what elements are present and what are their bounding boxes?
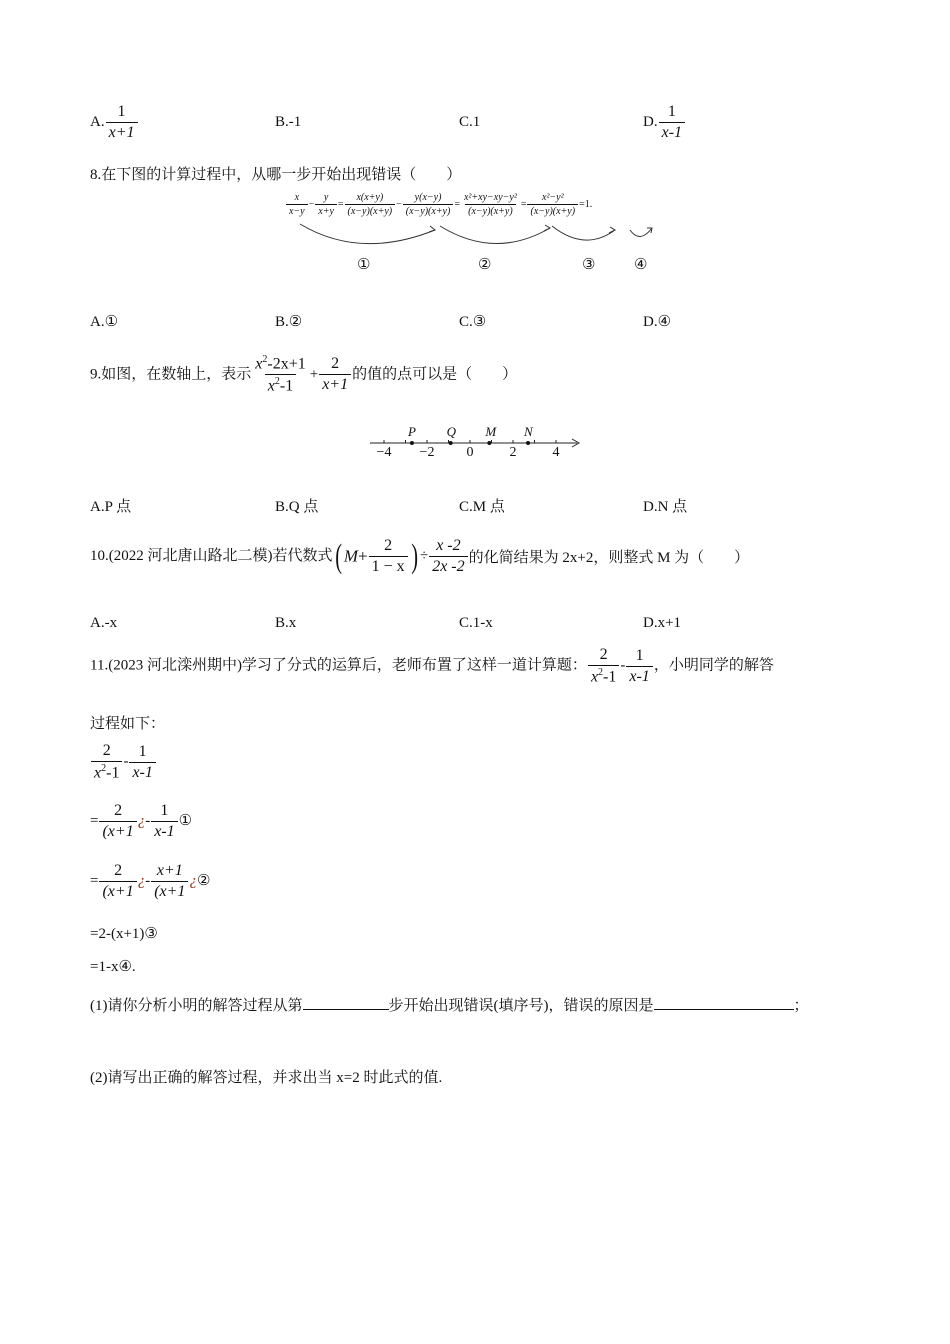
fraction-denominator: x-1 [129,762,155,782]
term: =1. [579,198,593,210]
fraction-denominator: x-1 [626,666,652,686]
tick-label: −2 [419,445,435,460]
point-marker [526,441,530,445]
q7-option-b: B.-1 [275,114,302,130]
q7-option-c: C.1 [459,114,481,130]
fraction-denominator: 1 − x [369,556,408,576]
fraction-numerator: 1 [138,742,147,760]
q9-stem: 9.如图，在数轴上，表示 $\frac{x^2-2x+1}{x^2-1}$ + $\frac{2}{x+1}$ 的值的点可以是（ ） [90,354,518,395]
term: x(x+y) [356,192,384,203]
q10-option-c: C.1-x [459,615,493,631]
term: x+y [315,204,337,217]
q8-option-d: D.④ [643,314,672,330]
fraction-numerator: 2 [114,802,123,819]
part1-text: ； [793,998,809,1014]
term: x [294,192,300,203]
q11-work-line-1 [90,802,192,841]
q8-step-arrows [280,220,680,260]
fraction-numerator: 1 [667,103,676,120]
q10-option-a: A.-x [90,615,118,631]
option-label: A. [90,113,105,130]
term: (x−y)(x+y) [465,204,516,217]
plus-sign: + [358,546,368,566]
plus-sign: + [309,366,319,383]
stem-text: ，小明同学的解答 [653,657,774,674]
arrowhead [429,226,435,232]
q11-work-line-4: =1-x④. [90,959,136,975]
q8-step-label-1: ① [357,257,371,273]
minus-sign: - [620,657,626,674]
fraction-numerator: 2 [599,646,608,663]
fraction-numerator: 2 [114,862,123,879]
point-marker [410,441,414,445]
minus-sign: - [145,872,151,889]
q9-option-c: C.M 点 [459,499,505,515]
minus-sign: - [123,753,129,770]
fraction-denominator: x-1 [659,122,685,142]
fraction-numerator: 2 [384,537,393,554]
fraction-numerator: 2 [102,742,111,759]
term: y(x−y) [414,192,442,203]
garbled-glyph: ¿ [137,872,146,889]
q8-equation: $\frac{x}{x-y}$ − $\frac{y}{x+y}$ = $\frac{x(x+y)}{(x-y)(x+y)}$ − $\frac{y(x-y)}{(x-y)(x+y)}$ = $\frac{\text{x²+xy−xy−y²}}{(x-y)(x+y)}$ = $\frac{\text{x²−y²}}{(x-y)(x+y)}$ =1. [285,192,592,217]
q8-stem: 8.在下图的计算过程中，从哪一步开始出现错误（ ） [90,167,462,183]
q11-part2: (2)请写出正确的解答过程，并求出当 x=2 时此式的值. [90,1070,443,1086]
tick-label: 0 [466,445,474,460]
minus-sign: - [145,812,151,829]
q9-option-a: A.P 点 [90,499,132,515]
term: (x−y)(x+y) [527,204,578,217]
term: x²−y² [541,192,564,203]
point-marker [449,441,453,445]
point-label: Q [446,424,457,439]
tick-label: −4 [376,445,392,460]
arrow-3 [552,226,615,240]
divide-sign: ÷ [419,548,429,564]
fraction-numerator: 1 [117,103,126,120]
fraction-numerator: 1 [160,802,169,819]
part1-text: (1)请你分析小明的解答过程从第 [90,998,303,1014]
point-marker [487,441,491,445]
point-label: M [485,424,497,439]
fraction-numerator: x+1 [156,862,183,879]
q9-option-b: B.Q 点 [275,499,319,515]
fraction-denominator: (x+1 [99,821,136,841]
part1-text: 步开始出现错误(填序号)，错误的原因是 [388,998,654,1014]
fraction-numerator: 1 [635,646,644,664]
q11-work-line-2 [90,862,210,901]
garbled-glyph: ¿ [137,812,146,829]
fraction-numerator: -2x+1 [267,355,306,373]
q7-option-d [643,103,686,142]
fraction-denominator: x+1 [319,374,351,394]
point-label: P [407,424,416,439]
q8-option-a: A.① [90,314,119,330]
fraction-denominator: -1 [106,764,120,782]
tick-label: 4 [552,445,560,460]
term: x−y [286,204,308,217]
fraction-denominator: x+1 [106,122,138,142]
q8-option-b: B.② [275,314,303,330]
fraction-denominator: (x+1 [99,881,136,901]
stem-text: 9.如图，在数轴上，表示 [90,366,252,383]
q11-stem: 11.(2023 河北滦州期中)学习了分式的运算后，老师布置了这样一道计算题： $\frac{2}{x^2-1}$ - $\frac{1}{x-1}$ ，小明同学的解答 [90,646,774,686]
q7-option-a [90,103,139,142]
q10-stem: 10.(2022 河北唐山路北二模)若代数式( M+ $\frac{2}{1 - x}$ ) ÷ $\frac{x -2}{2x -2}$ 的化简结果为 2x+2，则整式 M 为（ ） [90,537,750,575]
stem-text: 11.(2023 河北滦州期中)学习了分式的运算后，老师布置了这样一道计算题： [90,657,587,674]
q8-step-label-2: ② [478,257,492,273]
fraction-denominator: 2x -2 [429,556,467,576]
option-label: D. [643,113,658,130]
garbled-glyph: ¿ [189,872,197,889]
tick-label: 2 [509,445,517,460]
equals-sign: = [90,812,99,829]
fraction-denominator: (x+1 [151,881,188,901]
fraction-numerator: x -2 [436,537,461,554]
fraction-denominator: x-1 [151,821,177,841]
arrow-1 [300,224,435,244]
variable-m: M [343,546,358,566]
q10-option-d: D.x+1 [643,615,682,631]
q11-work-line-0: $\frac{2}{x^2-1}$ - $\frac{1}{x-1}$ [90,742,157,782]
term: x²+xy−xy−y² [463,192,517,203]
stem-text: 的化简结果为 2x+2，则整式 M 为（ ） [468,550,750,566]
term: y [323,192,329,203]
q10-option-b: B.x [275,615,297,631]
term: (x−y)(x+y) [345,204,396,217]
answer-blank-reason[interactable] [654,1009,794,1010]
fraction-denominator: -1 [603,668,617,686]
q9-option-d: D.N 点 [643,499,688,515]
q11-work-line-3: =2-(x+1)③ [90,926,158,942]
stem-text: 10.(2022 河北唐山路北二模)若代数式 [90,547,333,564]
term: (x−y)(x+y) [403,204,454,217]
q11-stem-line2: 过程如下： [90,716,166,732]
fraction-numerator: 2 [331,355,340,373]
fraction-denominator: -1 [279,377,294,395]
q8-step-label-4: ④ [634,257,648,273]
q11-part1 [90,994,809,1015]
step-mark: ② [196,872,211,889]
stem-text: 的值的点可以是（ ） [352,366,518,383]
q8-option-c: C.③ [459,314,487,330]
arrow-4 [630,228,652,237]
equals-sign: = [90,872,99,889]
arrow-2 [440,226,550,244]
answer-blank-step[interactable] [303,1009,389,1010]
step-mark: ① [178,812,193,829]
q8-step-label-3: ③ [582,257,596,273]
point-label: N [524,424,533,439]
